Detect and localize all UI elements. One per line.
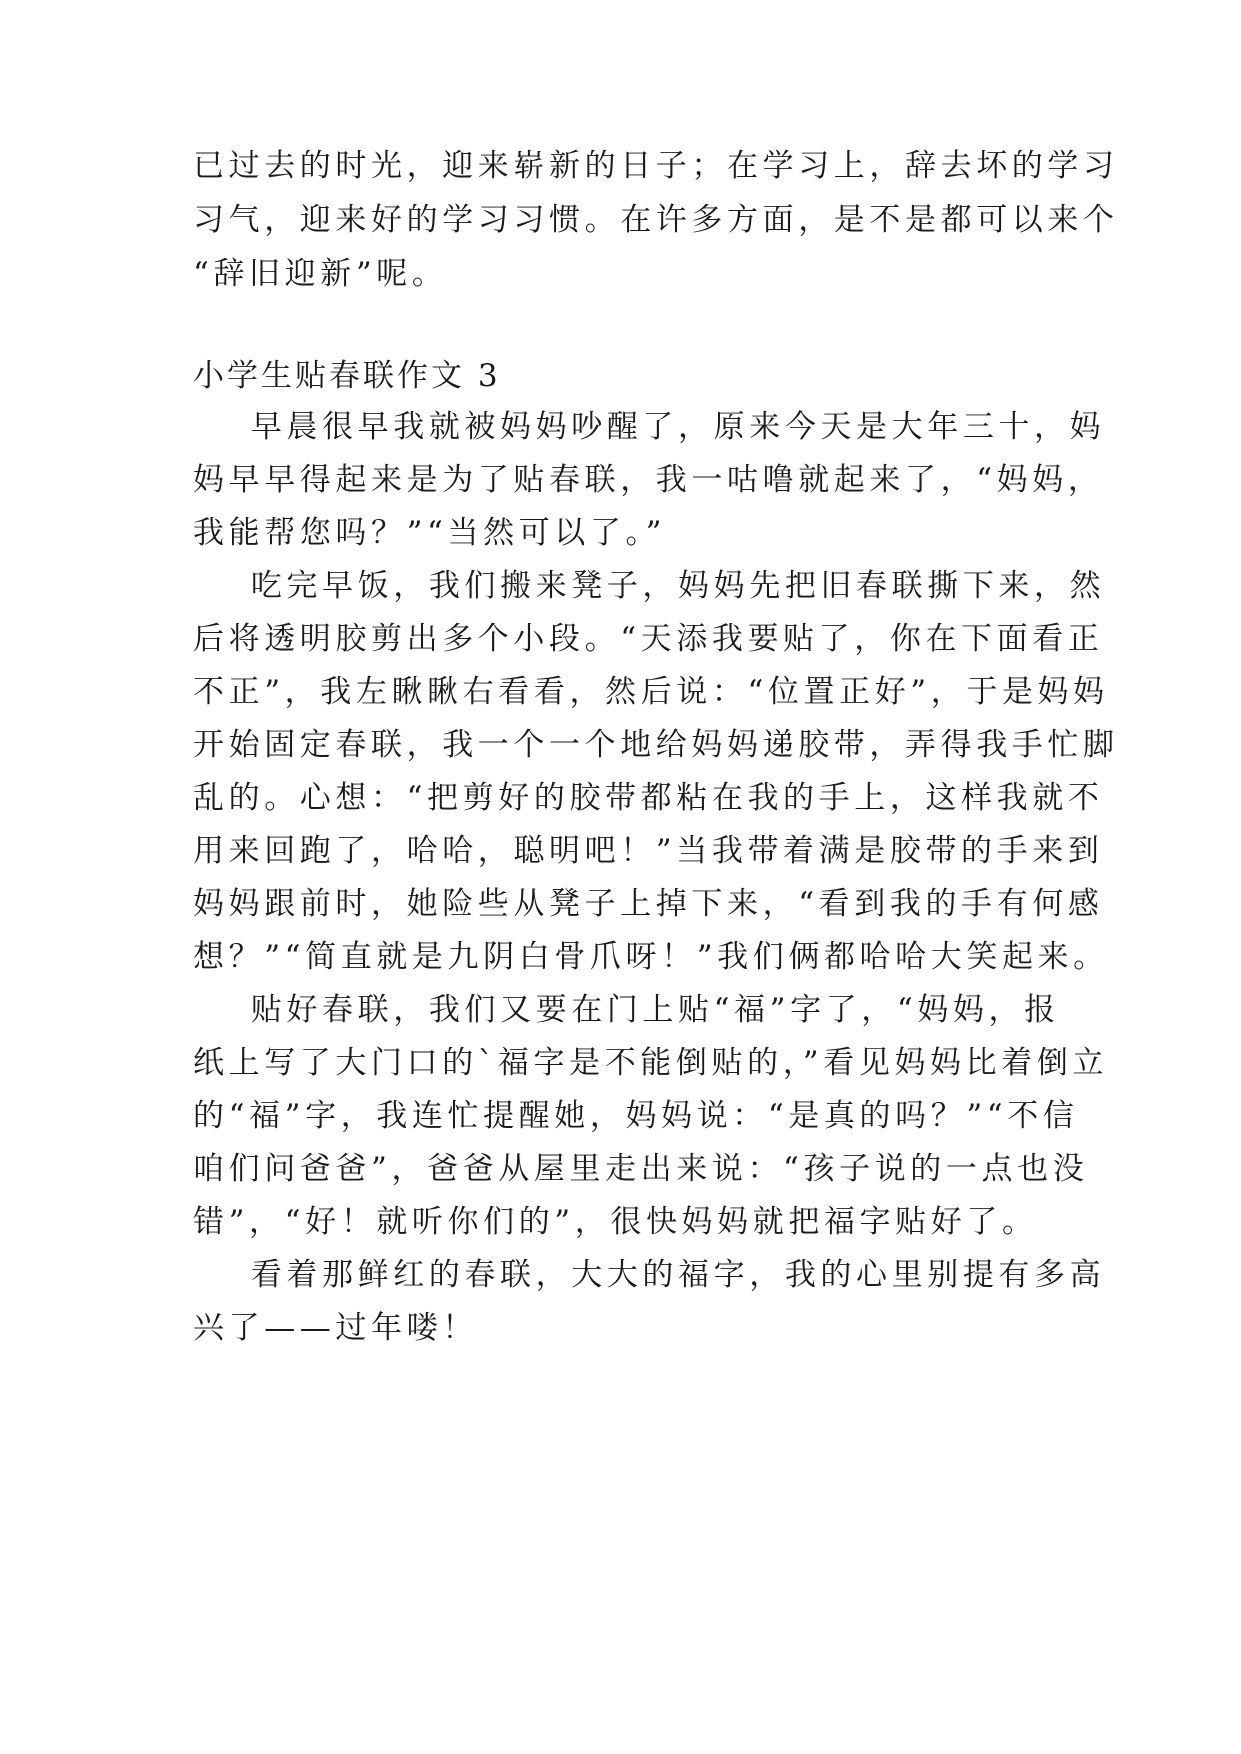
paragraph-3-line-1: 贴好春联，我们又要在门上贴“福”字了，“妈妈，报 [193,992,1060,1028]
paragraph-4-line-1: 看着那鲜红的春联，大大的福字，我的心里别提有多高 [193,1257,1106,1293]
paragraph-1-line-2: 妈早早得起来是为了贴春联，我一咕噜就起来了，“妈妈， [193,462,1104,498]
paragraph-2-line-1: 吃完早饭，我们搬来凳子，妈妈先把旧春联撕下来，然 [193,568,1106,604]
paragraph-3-line-3: 的“福”字，我连忙提醒她，妈妈说：“是真的吗？”“不信 [193,1098,1079,1134]
paragraph-2-line-5: 乱的。心想：“把剪好的胶带都粘在我的手上，这样我就不 [193,780,1104,816]
paragraph-1-line-1: 早晨很早我就被妈妈吵醒了，原来今天是大年三十，妈 [193,409,1106,445]
section-heading: 小学生贴春联作文 3 [193,358,501,394]
paragraph-3-line-4: 咱们问爸爸”，爸爸从屋里走出来说：“孩子说的一点也没 [193,1151,1089,1187]
paragraph-2-line-6: 用来回跑了，哈哈，聪明吧！”当我带着满是胶带的手来到 [193,833,1104,869]
paragraph-3-line-2: 纸上写了大门口的`福字是不能倒贴的，”看见妈妈比着倒立 [193,1045,1109,1081]
paragraph-2-line-7: 妈妈跟前时，她险些从凳子上掉下来，“看到我的手有何感 [193,886,1104,922]
carryover-line-2: 习气，迎来好的学习习惯。在许多方面，是不是都可以来个 [193,202,1119,238]
paragraph-1-line-3: 我能帮您吗？”“当然可以了。” [193,515,667,551]
paragraph-4-line-2: 兴了——过年喽！ [193,1310,478,1346]
paragraph-2-line-3: 不正”，我左瞅瞅右看看，然后说：“位置正好”，于是妈妈 [193,674,1109,710]
paragraph-2-line-2: 后将透明胶剪出多个小段。“天添我要贴了，你在下面看正 [193,621,1104,657]
paragraph-3-line-5: 错”，“好！就听你们的”，很快妈妈就把福字贴好了。 [193,1204,1038,1240]
carryover-line-1: 已过去的时光，迎来崭新的日子；在学习上，辞去坏的学习 [193,148,1119,184]
paragraph-2-line-4: 开始固定春联，我一个一个地给妈妈递胶带，弄得我手忙脚 [193,727,1119,763]
paragraph-2-line-8: 想？”“简直就是九阴白骨爪呀！”我们俩都哈哈大笑起来。 [193,939,1109,975]
carryover-line-3: “辞旧迎新”呢。 [193,256,448,292]
